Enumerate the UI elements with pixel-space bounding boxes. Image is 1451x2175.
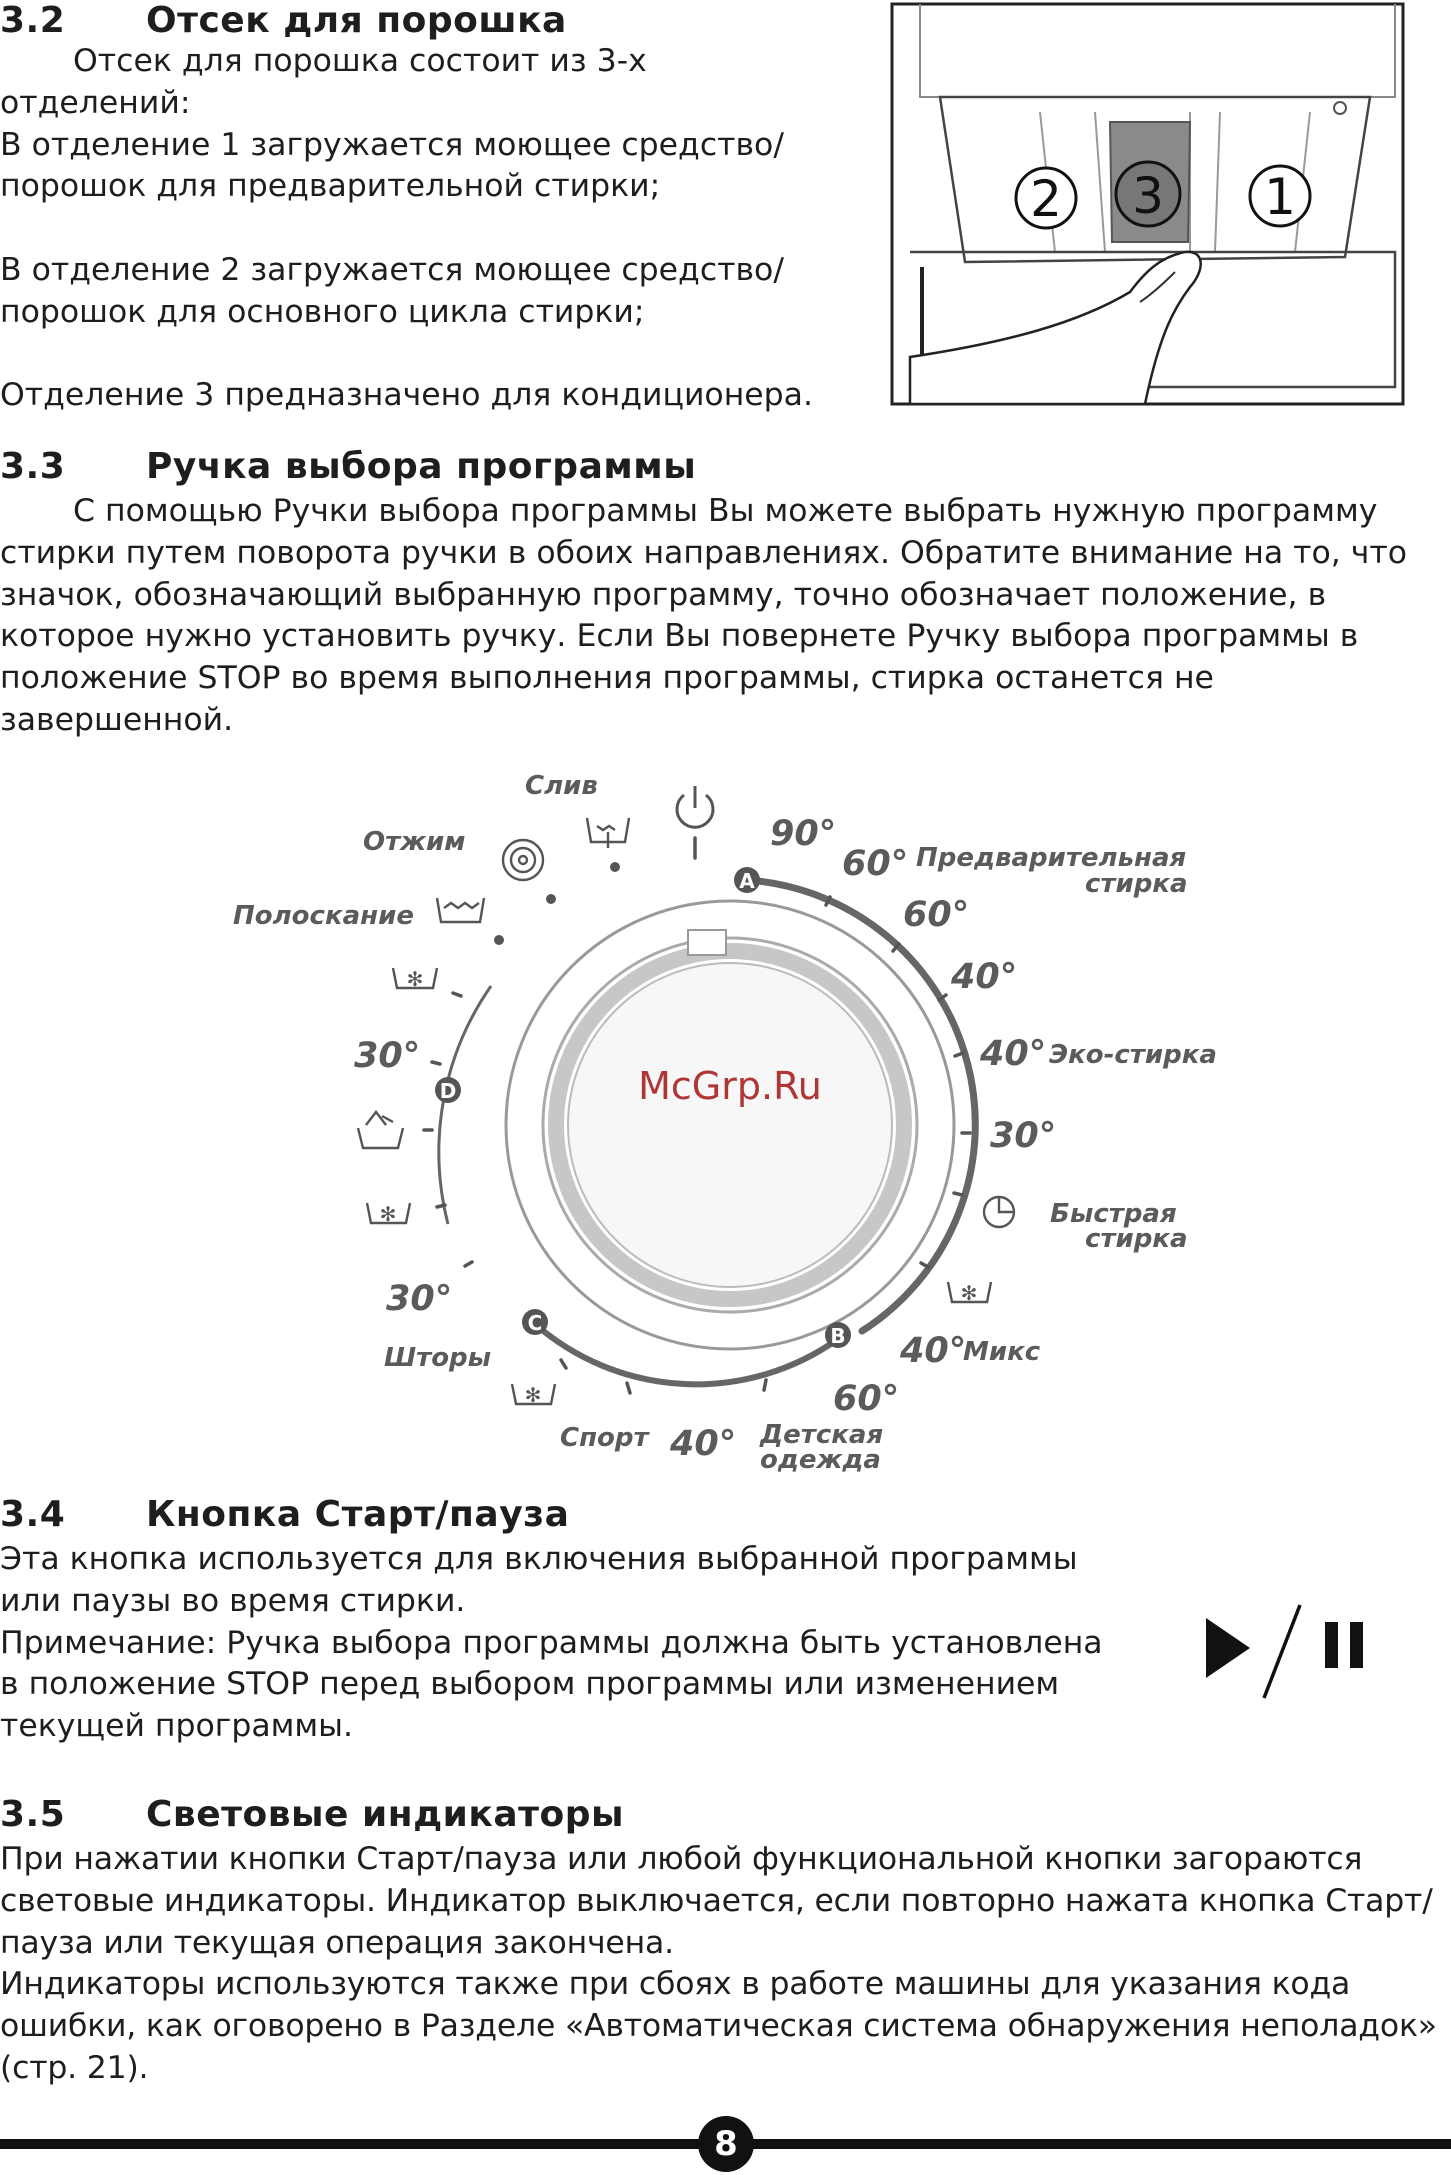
- play-pause-icon: [1200, 1600, 1380, 1700]
- clock-icon: [984, 1197, 1014, 1227]
- svg-text:✻: ✻: [524, 1383, 542, 1407]
- temp-label: 30°: [990, 1116, 1057, 1156]
- temp-label: 60°: [833, 1379, 900, 1419]
- label-quick: стирка: [1085, 1224, 1188, 1254]
- paragraph: Примечание: Ручка выбора программы должна быть установлена в положение STOP перед выбором программы или изменением текущей программы.: [0, 1624, 1103, 1745]
- temp-label: 60°: [903, 895, 970, 935]
- paragraph: Отделение 3 предназначено для кондиционера.: [0, 377, 813, 414]
- temp-label: 40°: [900, 1331, 967, 1371]
- section-title: Световые индикаторы: [146, 1794, 625, 1835]
- section-title: Отсек для порошка: [146, 0, 567, 41]
- section-title: Кнопка Старт/пауза: [146, 1494, 570, 1535]
- label-curtains: Шторы: [384, 1343, 492, 1373]
- drain-icon: [587, 818, 629, 848]
- temp-label: 40°: [980, 1034, 1047, 1074]
- temp-label: 60°: [842, 844, 909, 884]
- spin-icon: [503, 840, 543, 880]
- dial-scale-arc: [439, 986, 491, 1224]
- section-number: 3.4: [0, 1494, 66, 1535]
- compartment-label-2: 2: [1030, 170, 1062, 228]
- paragraph: В отделение 2 загружается моющее средство/порошок для основного цикла стирки;: [0, 251, 784, 330]
- paragraph: С помощью Ручки выбора программы Вы можете выбрать нужную программу стирки путем поворота ручки в обоих направлениях. Обратите внимание на то, что значок, обозначающий выбранную программу, точно обозначает положение, в которое нужно установить ручку. Если Вы повернете Ручку выбора программы в положение STOP во время выполнения программы, стирка останется не завершенной.: [0, 493, 1408, 738]
- snowflake-icon: [367, 1202, 410, 1226]
- svg-text:B: B: [830, 1324, 846, 1348]
- label-sport: Спорт: [560, 1423, 649, 1453]
- paragraph: При нажатии кнопки Старт/пауза или любой функциональной кнопки загораются световые индикаторы. Индикатор выключается, если повторно нажата кнопка Старт/пауза или текущая операция закончена.: [0, 1841, 1433, 1961]
- section-number: 3.2: [0, 0, 66, 41]
- label-drain: Слив: [525, 771, 598, 801]
- badge-b: [825, 1322, 851, 1348]
- label-kids: Детская: [760, 1420, 884, 1450]
- section-3-4: [0, 1494, 1120, 1748]
- section-number: 3.3: [0, 446, 66, 487]
- svg-text:✻: ✻: [406, 967, 424, 991]
- section-number: 3.5: [0, 1794, 66, 1835]
- svg-text:✻: ✻: [960, 1281, 978, 1305]
- handwash-icon: [358, 1112, 403, 1148]
- svg-text:✻: ✻: [379, 1202, 397, 1226]
- compartment-label-3: 3: [1132, 167, 1164, 225]
- label-rinse: Полоскание: [233, 901, 414, 931]
- label-spin: Отжим: [363, 827, 466, 857]
- label-mix: Микс: [963, 1337, 1041, 1367]
- watermark: McGrp.Ru: [638, 1064, 822, 1108]
- power-icon: [677, 786, 713, 827]
- badge-d: [435, 1077, 461, 1103]
- snowflake-icon: [393, 967, 437, 991]
- paragraph: Эта кнопка используется для включения выбранной программы или паузы во время стирки.: [0, 1541, 1078, 1619]
- svg-text:A: A: [739, 869, 755, 893]
- label-prewash: Предварительная: [916, 843, 1187, 873]
- label-prewash: стирка: [1085, 869, 1188, 899]
- label-kids: одежда: [760, 1445, 881, 1475]
- temp-label: 30°: [386, 1279, 453, 1319]
- section-heading: [0, 1794, 1448, 1835]
- page-number: 8: [698, 2116, 754, 2172]
- temp-label: 30°: [354, 1036, 421, 1076]
- temp-label: 40°: [670, 1424, 737, 1464]
- compartment-label-1: 1: [1264, 168, 1296, 226]
- paragraph: В отделение 1 загружается моющее средство/порошок для предварительной стирки;: [0, 126, 784, 205]
- badge-a: [734, 867, 760, 893]
- section-title: Ручка выбора программы: [146, 446, 697, 487]
- snowflake-icon: [948, 1281, 991, 1305]
- temp-label: 90°: [770, 814, 837, 854]
- section-3-5: [0, 1794, 1448, 2090]
- snowflake-icon: [512, 1383, 555, 1407]
- rinse-icon: [437, 898, 484, 922]
- svg-text:D: D: [439, 1079, 457, 1103]
- label-eco: Эко-стирка: [1049, 1040, 1217, 1070]
- section-heading: [0, 1494, 1120, 1535]
- paragraph: Индикаторы используются также при сбоях в работе машины для указания кода ошибки, как оговорено в Разделе «Автоматическая система обнаружения неполадок» (стр. 21).: [0, 1966, 1437, 2086]
- badge-c: [522, 1309, 548, 1335]
- label-quick: Быстрая: [1050, 1199, 1177, 1229]
- svg-text:C: C: [527, 1311, 543, 1335]
- temp-label: 40°: [951, 957, 1018, 997]
- paragraph: Отсек для порошка состоит из 3-х отделений:: [0, 43, 647, 121]
